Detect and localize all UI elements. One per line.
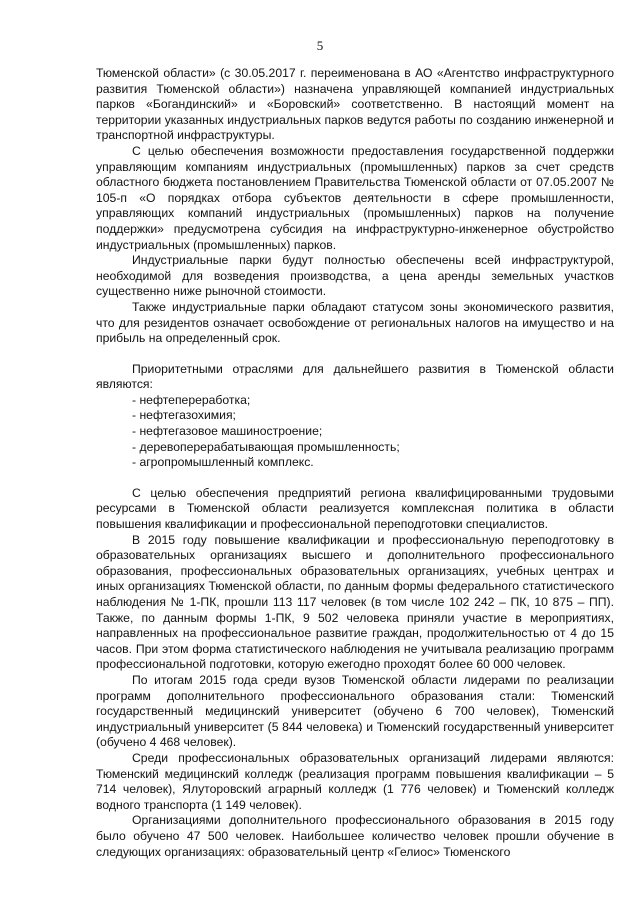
list-item: - деревоперерабатывающая промышленность;	[132, 440, 614, 456]
paragraph-college-leaders: Среди профессиональных образовательных организаций лидерами являются: Тюменский медицинский колледж (реализация программ повышения квалификации – 5 714 человек), Ялуторовский аграрный колледж (1 776 человек) и Тюменский колледж водного транспорта (1 149 человек).	[96, 750, 614, 812]
paragraph-additional-education: Организациями дополнительного профессионального образования в 2015 году было обучено 47 500 человек. Наибольшее количество человек прошли обучение в следующих организациях: образовательный центр «Гелиос» Тюменского	[96, 813, 614, 859]
paragraph-economic-zone: Также индустриальные парки обладают статусом зоны экономического развития, что для резидентов означает освобождение от региональных налогов на имущество и на прибыль на определенный срок.	[96, 299, 614, 346]
list-item: - нефтегазохимия;	[132, 408, 614, 424]
list-item: - нефтегазовое машиностроение;	[132, 424, 614, 440]
document-body	[96, 66, 614, 860]
paragraph-agency: Тюменской области» (с 30.05.2017 г. переименована в АО «Агентство инфраструктурного развития Тюменской области») назначена управляющей компанией индустриальных парков «Богандинский» и «Боровский» соответственно. В настоящий момент на территории указанных индустриальных парков ведутся работы по созданию инженерной и транспортной инфраструктуры.	[96, 66, 614, 143]
paragraph-2015-statistics: В 2015 году повышение квалификации и профессиональную переподготовку в образовательных организациях высшего и дополнительного профессионального образования, профессиональных образовательных организациях, учебных центрах и иных организациях Тюменской области, по данным формы федерального статистического наблюдения № 1-ПК, прошли 113 117 человек (в том числе 102 242 – ПК, 10 875 – ПП). Также, по данным формы 1-ПК, 9 502 человека приняли участие в мероприятиях, направленных на профессиональное развитие граждан, продолжительностью от 4 до 15 часов. При этом форма статистического наблюдения не учитывала реализацию программ профессиональной подготовки, которую ежегодно проходят более 60 000 человек.	[96, 532, 614, 672]
list-item: - агропромышленный комплекс.	[132, 455, 614, 471]
paragraph-infrastructure: Индустриальные парки будут полностью обеспечены всей инфраструктурой, необходимой для возведения производства, а цена аренды земельных участков существенно ниже рыночной стоимости.	[96, 253, 614, 299]
paragraph-qualification-policy: С целью обеспечения предприятий региона квалифицированными трудовыми ресурсами в Тюменской области реализуется комплексная политика в области повышения квалификации и профессиональной переподготовки специалистов.	[96, 485, 614, 532]
paragraph-priority-intro: Приоритетными отраслями для дальнейшего развития в Тюменской области являются:	[96, 361, 614, 392]
list-item: - нефтепереработка;	[132, 393, 614, 409]
priority-sectors-list	[96, 393, 614, 471]
paragraph-state-support: С целью обеспечения возможности предоставления государственной поддержки управляющим компаниям индустриальных (промышленных) парков за счет средств областного бюджета постановлением Правительства Тюменской области от 07.05.2007 № 105-п «О порядках отбора субъектов деятельности в сфере промышленности, управляющих компаний индустриальных (промышленных) парков на получение поддержки» предусмотрена субсидия на инфраструктурно-инженерное обустройство индустриальных (промышленных) парков.	[96, 143, 614, 252]
page-number: 5	[316, 38, 324, 53]
paragraph-university-leaders: По итогам 2015 года среди вузов Тюменской области лидерами по реализации программ дополнительного профессионального образования стали: Тюменский государственный медицинский университет (обучено 6 700 человек), Тюменский индустриальный университет (5 844 человека) и Тюменский государственный университет (обучено 4 468 человек).	[96, 672, 614, 750]
